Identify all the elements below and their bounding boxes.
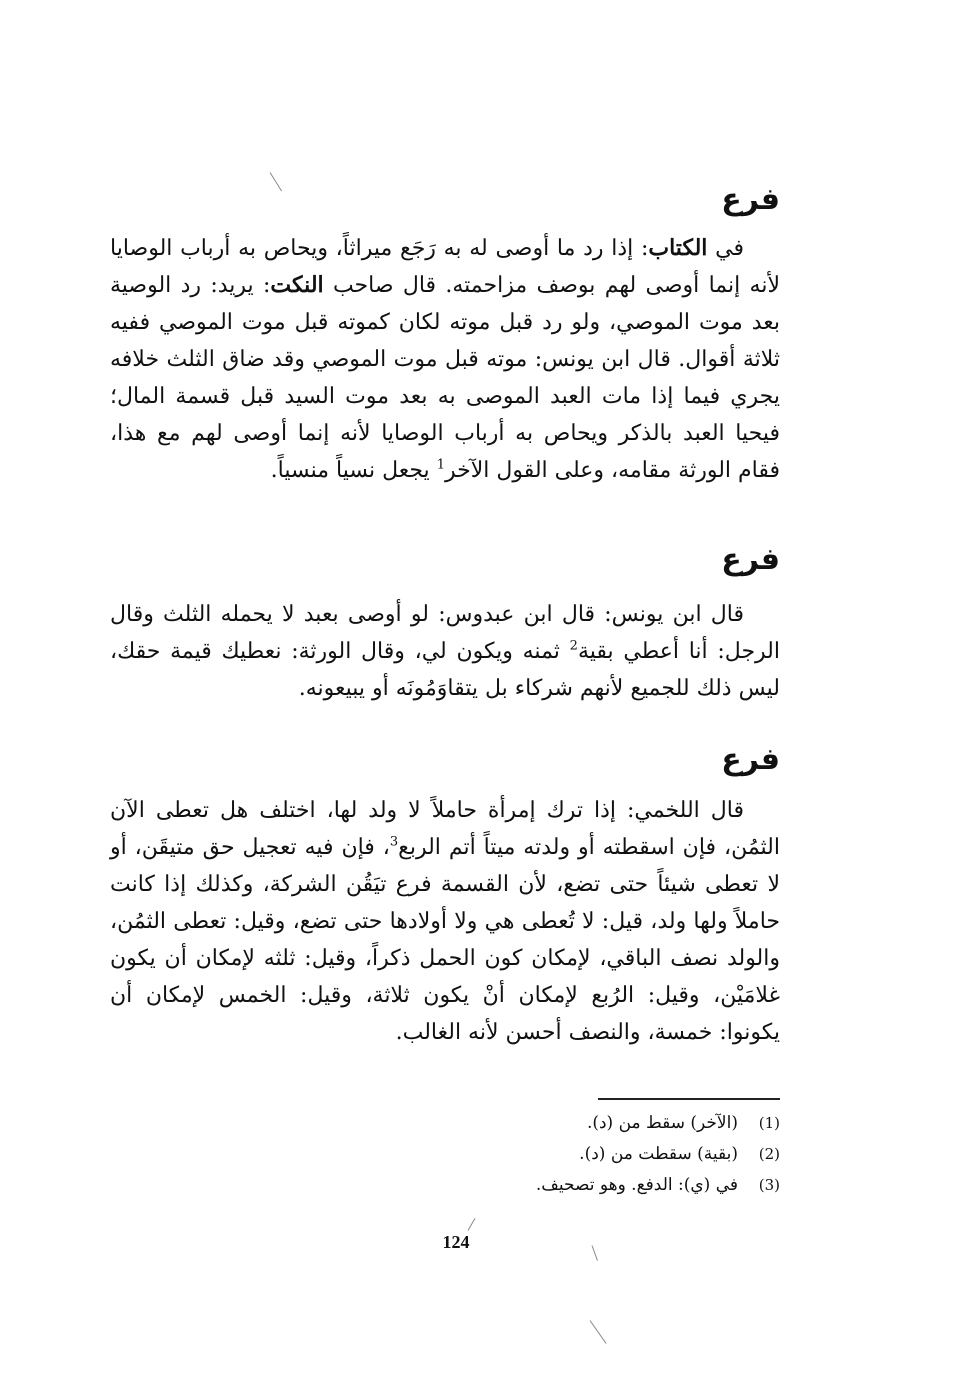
section-paragraph <box>110 230 780 489</box>
footnote-number: (2) <box>758 1145 780 1163</box>
footnote-number: (3) <box>758 1176 780 1194</box>
paragraph-text <box>110 792 780 1051</box>
bold-term: النكت <box>270 272 324 298</box>
text-run: ، فإن فيه تعجيل حق متيقَن، أو لا تعطى شيئاً حتى تضع، لأن القسمة فرع تيَقُن الشركة، وكذلك إذا كانت حاملاً ولها ولد، قيل: لا تُعطى هي ولا أولادها حتى تضع، وقيل: تعطى الثمُن، والولد نصف الباقي، لإمكان كون الحمل ذكراً، وقيل: ثلثه لإمكان أن يكون غلامَيْن، وقيل: الرُبع لإمكان أنْ يكون ثلاثة، وقيل: الخمس لإمكان أن يكونوا: خمسة، والنصف أحسن لأنه الغالب. <box>110 835 780 1045</box>
scan-mark <box>592 1245 598 1260</box>
section-paragraph <box>110 792 780 1051</box>
scan-mark <box>270 172 283 191</box>
footnote-reference: 2 <box>569 638 578 654</box>
footnote-text: (بقية) سقطت من (د). <box>579 1144 738 1164</box>
bold-term: الكتاب <box>648 235 708 261</box>
footnote-reference: 1 <box>436 457 445 473</box>
text-run: قال ابن يونس: قال ابن عبدوس: لو أوصى بعبد لا يحمله الثلث وقال الرجل: أنا أعطي بقية <box>110 602 781 664</box>
text-run: : إذا رد ما أوصى له به رَجَع ميراثاً، ويحاص به أرباب الوصايا لأنه إنما أوصى لهم بوصف مزاحمته. قال صاحب <box>110 236 781 298</box>
text-run: في <box>707 236 744 261</box>
text-run: ثمنه ويكون لي، وقال الورثة: نعطيك قيمة حقك، ليس ذلك للجميع لأنهم شركاء بل يتقاوَمُونَه أو يبيعونه. <box>110 639 780 701</box>
footnote-reference: 3 <box>389 834 399 850</box>
footnote <box>400 1170 780 1201</box>
text-run: : يريد: رد الوصية بعد موت الموصي، ولو رد قبل موته لكان كموته قبل موت الموصي ففيه ثلاثة أقوال. قال ابن يونس: موته قبل موت الموصي وقد ضاق الثلث خلافه يجري فيما إذا مات العبد الموصى به بعد موت السيد قبل قسمة المال؛ فيحيا العبد بالذكر ويحاص به أرباب الوصايا لأنه إنما أوصى لهم مع هذا، فقام الورثة مقامه، وعلى القول الآخر <box>110 273 780 483</box>
footnote <box>400 1139 780 1170</box>
footnote-number: (1) <box>758 1114 780 1132</box>
section-heading: فرع <box>721 182 780 217</box>
page-number: 124 <box>442 1232 470 1252</box>
footnotes <box>400 1108 780 1201</box>
scan-mark <box>468 1218 476 1231</box>
text-run: قال اللخمي: إذا ترك إمرأة حاملاً لا ولد لها، اختلف هل تعطى الآن الثمُن، فإن اسقطته أو ولدته ميتاً أتم الربع <box>110 798 780 860</box>
section-paragraph <box>110 596 780 707</box>
section-heading: فرع <box>721 742 780 777</box>
paragraph-text <box>110 596 780 707</box>
footnote-text: (الآخر) سقط من (د). <box>586 1113 738 1133</box>
footnote <box>400 1108 780 1139</box>
section-heading: فرع <box>721 542 780 577</box>
paragraph-text <box>110 230 780 489</box>
footnote-divider <box>598 1098 780 1100</box>
footnote-text: في (ي): الدفع. وهو تصحيف. <box>535 1175 738 1195</box>
scan-mark <box>590 1320 607 1344</box>
text-run: يجعل نسياً منسياً. <box>270 458 437 483</box>
